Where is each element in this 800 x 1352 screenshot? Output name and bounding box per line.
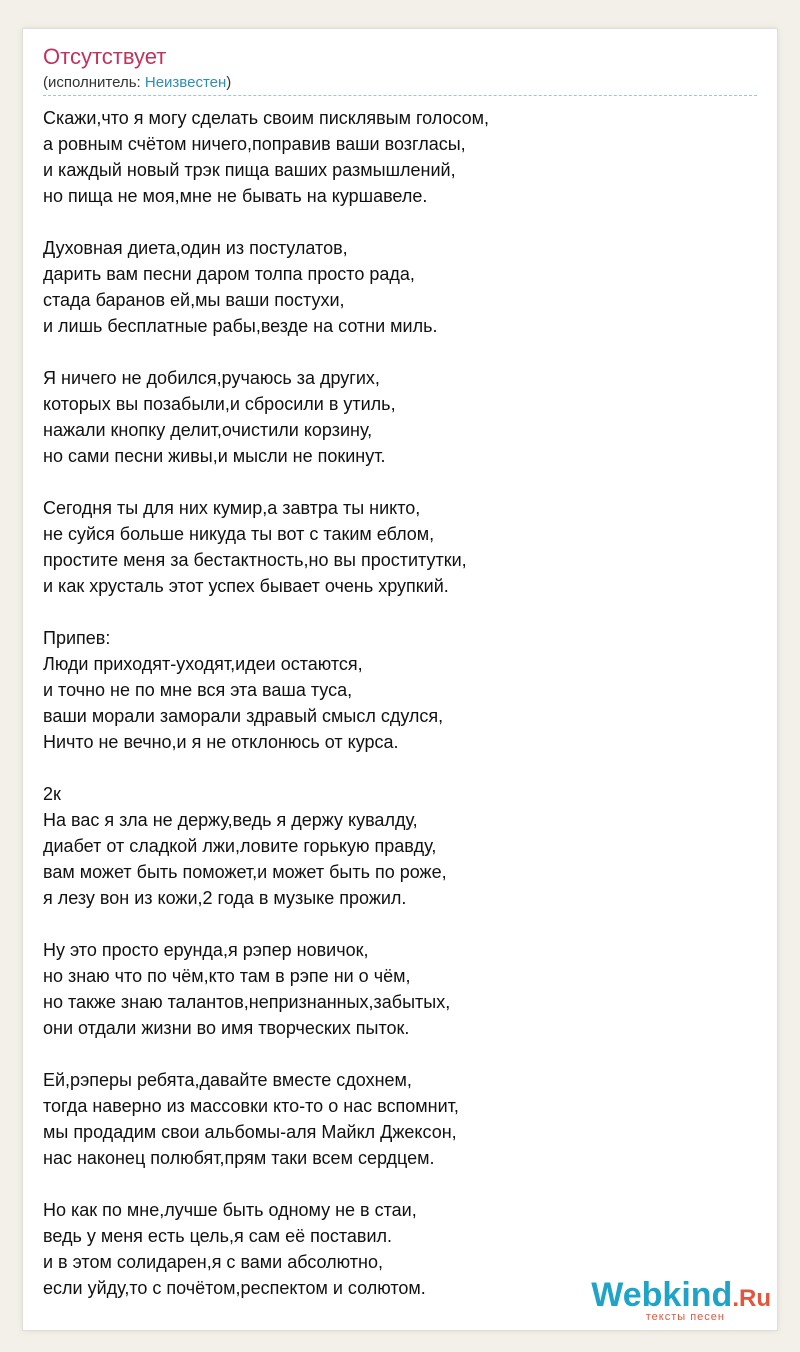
- lyric-line: Ну это просто ерунда,я рэпер новичок,: [43, 940, 369, 960]
- lyrics-card: [22, 28, 778, 1331]
- stanza: [43, 495, 759, 599]
- chorus-label: Припев:: [43, 628, 111, 648]
- lyric-line: которых вы позабыли,и сбросили в утиль,: [43, 394, 396, 414]
- lyric-line: Люди приходят-уходят,идеи остаются,: [43, 654, 363, 674]
- stanza: [43, 1067, 759, 1171]
- stanza: [43, 625, 759, 755]
- lyric-line: тогда наверно из массовки кто-то о нас вспомнит,: [43, 1096, 459, 1116]
- lyric-line: и каждый новый трэк пища ваших размышлений,: [43, 160, 456, 180]
- artist-prefix: (исполнитель:: [43, 74, 145, 91]
- lyric-line: но знаю что по чём,кто там в рэпе ни о чём,: [43, 966, 411, 986]
- lyric-line: Ничто не вечно,и я не отклонюсь от курса.: [43, 732, 399, 752]
- logo-tagline: тексты песен: [645, 1311, 725, 1323]
- lyric-line: ваши морали заморали здравый смысл сдулся,: [43, 706, 444, 726]
- stanza: [43, 781, 759, 911]
- lyric-line: Скажи,что я могу сделать своим писклявым голосом,: [43, 108, 490, 128]
- stanza: [43, 365, 759, 469]
- lyric-line: На вас я зла не держу,ведь я держу кувалду,: [43, 810, 418, 830]
- lyric-line: вам может быть поможет,и может быть по роже,: [43, 862, 447, 882]
- lyric-line: и как хрусталь этот успех бывает очень хрупкий.: [43, 576, 449, 596]
- lyric-line: и лишь бесплатные рабы,везде на сотни миль.: [43, 316, 438, 336]
- lyric-line: нажали кнопку делит,очистили корзину,: [43, 420, 373, 440]
- song-title: Отсутствует: [43, 44, 167, 69]
- lyric-line: и в этом солидарен,я с вами абсолютно,: [43, 1252, 383, 1272]
- lyric-line: мы продадим свои альбомы-аля Майкл Джексон,: [43, 1122, 457, 1142]
- lyric-line: они отдали жизни во имя творческих пыток.: [43, 1018, 410, 1038]
- artist-suffix: ): [226, 74, 232, 91]
- lyric-line: но пища не моя,мне не бывать на куршавеле.: [43, 186, 428, 206]
- header-divider: [43, 95, 757, 96]
- logo-tld: .Ru: [732, 1285, 771, 1312]
- lyric-line: Но как по мне,лучше быть одному не в стаи,: [43, 1200, 417, 1220]
- lyric-line: Духовная диета,один из постулатов,: [43, 238, 348, 258]
- lyric-line: но также знаю талантов,непризнанных,забытых,: [43, 992, 451, 1012]
- lyric-line: но сами песни живы,и мысли не покинут.: [43, 446, 386, 466]
- lyric-line: стада баранов ей,мы ваши постухи,: [43, 290, 345, 310]
- lyric-line: я лезу вон из кожи,2 года в музыке прожил.: [43, 888, 407, 908]
- stanza: [43, 235, 759, 339]
- lyric-line: а ровным счётом ничего,поправив ваши возгласы,: [43, 134, 466, 154]
- lyric-line: Я ничего не добился,ручаюсь за других,: [43, 368, 380, 388]
- artist-link[interactable]: Неизвестен: [144, 74, 227, 91]
- artist-line: [43, 74, 231, 92]
- lyric-line: и точно не по мне вся эта ваша туса,: [43, 680, 353, 700]
- lyric-line: диабет от сладкой лжи,ловите горькую правду,: [43, 836, 437, 856]
- logo-word: Webkind: [591, 1276, 733, 1314]
- webkind-logo[interactable]: [581, 1276, 771, 1324]
- lyric-line: не суйся больше никуда ты вот с таким еблом,: [43, 524, 435, 544]
- lyric-line: Ей,рэперы ребята,давайте вместе сдохнем,: [43, 1070, 412, 1090]
- lyrics-body: [43, 105, 759, 1327]
- lyric-line: дарить вам песни даром толпа просто рада,: [43, 264, 415, 284]
- lyric-line: Сегодня ты для них кумир,а завтра ты никто,: [43, 498, 421, 518]
- lyric-line: ведь у меня есть цель,я сам её поставил.: [43, 1226, 393, 1246]
- stanza: [43, 105, 759, 209]
- lyric-line: если уйду,то с почётом,респектом и солютом.: [43, 1278, 426, 1298]
- lyric-line: нас наконец полюбят,прям таки всем сердцем.: [43, 1148, 435, 1168]
- lyric-line: простите меня за бестактность,но вы проститутки,: [43, 550, 467, 570]
- stanza: [43, 937, 759, 1041]
- verse-label: 2к: [43, 784, 61, 804]
